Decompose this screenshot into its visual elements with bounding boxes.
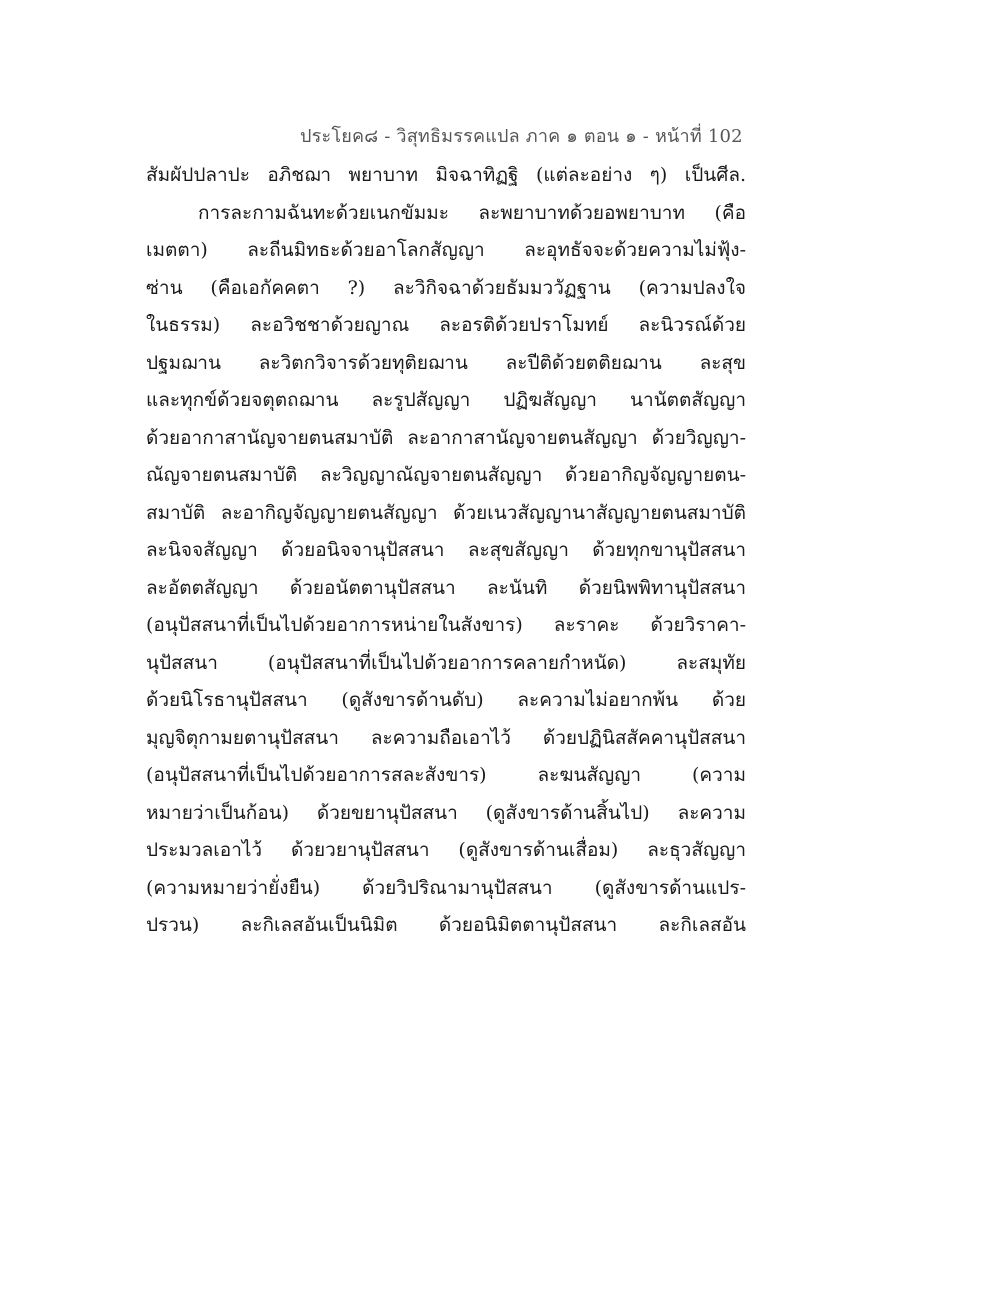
body-text xyxy=(146,157,746,945)
text-line: หมายว่าเป็นก้อน) ด้วยขยานุปัสสนา (ดูสังขารด้านสิ้นไป) ละความ xyxy=(146,801,746,824)
text-line: ในธรรม) ละอวิชชาด้วยญาณ ละอรติด้วยปราโมทย์ ละนิวรณ์ด้วย xyxy=(146,314,746,336)
text-line: (ความหมายว่ายั่งยืน) ด้วยวิปริณามานุปัสสนา (ดูสังขารด้านแปร- xyxy=(146,876,746,899)
text-line: มุญจิตุกามยตานุปัสสนา ละความถือเอาไว้ ด้วยปฏินิสสัคคานุปัสสนา xyxy=(146,726,746,749)
text-line: ปฐมฌาน ละวิตกวิจารด้วยทุติยฌาน ละปีติด้วยตติยฌาน ละสุข xyxy=(146,351,746,374)
text-line: การละกามฉันทะด้วยเนกขัมมะ ละพยาบาทด้วยอพยาบาท (คือ xyxy=(198,201,746,224)
text-line: ณัญจายตนสมาบัติ ละวิญญาณัญจายตนสัญญา ด้วยอากิญจัญญายตน- xyxy=(146,464,746,486)
text-line: สมาบัติ ละอากิญจัญญายตนสัญญา ด้วยเนวสัญญานาสัญญายตนสมาบัติ xyxy=(146,501,746,524)
text-line: เมตตา) ละถีนมิทธะด้วยอาโลกสัญญา ละอุทธัจจะด้วยความไม่ฟุ้ง- xyxy=(146,239,746,261)
text-line: ด้วยอากาสานัญจายตนสมาบัติ ละอากาสานัญจายตนสัญญา ด้วยวิญญา- xyxy=(146,426,746,449)
text-line: สัมผัปปลาปะ อภิชฌา พยาบาท มิจฉาทิฏฐิ (แต่ละอย่าง ๆ) เป็นศีล. xyxy=(146,164,746,186)
text-line: (อนุปัสสนาที่เป็นไปด้วยอาการสละสังขาร) ละฆนสัญญา (ความ xyxy=(146,764,746,786)
text-line: ซ่าน (คือเอกัคคตา ?) ละวิกิจฉาด้วยธัมมววัฏฐาน (ความปลงใจ xyxy=(146,276,746,299)
text-line: ปรวน) ละกิเลสอันเป็นนิมิต ด้วยอนิมิตตานุปัสสนา ละกิเลสอัน xyxy=(146,914,746,936)
text-line: และทุกข์ด้วยจตุตถฌาน ละรูปสัญญา ปฏิฆสัญญา นานัตตสัญญา xyxy=(146,389,746,411)
running-header: ประโยค๘ - วิสุทธิมรรคแปล ภาค ๑ ตอน ๑ - หน้าที่ 102 xyxy=(300,126,743,147)
text-line: นุปัสสนา (อนุปัสสนาที่เป็นไปด้วยอาการคลายกำหนัด) ละสมุทัย xyxy=(146,651,746,674)
text-line: (อนุปัสสนาที่เป็นไปด้วยอาการหน่ายในสังขาร) ละราคะ ด้วยวิราคา- xyxy=(146,614,746,636)
text-line: ด้วยนิโรธานุปัสสนา (ดูสังขารด้านดับ) ละความไม่อยากพ้น ด้วย xyxy=(146,689,746,711)
text-line: ละนิจจสัญญา ด้วยอนิจจานุปัสสนา ละสุขสัญญา ด้วยทุกขานุปัสสนา xyxy=(146,539,746,561)
text-line: ละอัตตสัญญา ด้วยอนัตตานุปัสสนา ละนันทิ ด้วยนิพพิทานุปัสสนา xyxy=(146,576,746,599)
text-line: ประมวลเอาไว้ ด้วยวยานุปัสสนา (ดูสังขารด้านเสื่อม) ละธุวสัญญา xyxy=(146,839,746,861)
